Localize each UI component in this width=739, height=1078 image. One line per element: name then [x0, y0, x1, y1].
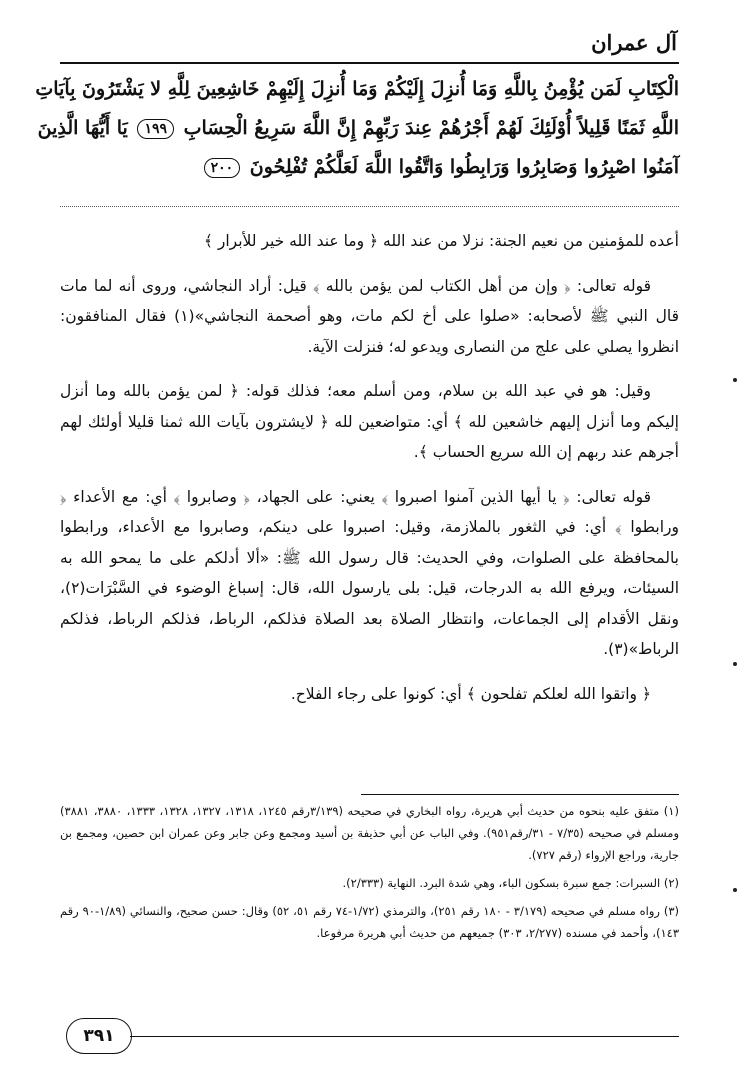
paragraph: قوله تعالى: ﴿ وإن من أهل الكتاب لمن يؤمن بالله ﴾ قيل: أراد النجاشي، وروى أنه لما مات قال النبي ﷺ لأصحابه: «صلوا على أخ لكم مات، وهو أصحمة النجاشي»(١) فقال المنافقون: انظروا يصلي على علج من النصارى ويدعو له؛ فنزلت الآية.: [60, 276, 679, 356]
dotted-divider: [60, 206, 679, 207]
footnote: (٣) رواه مسلم في صحيحه (٣/١٧٩ - ١٨٠ رقم ٢٥١)، والترمذي (١/٧٢-٧٤ رقم ٥١، ٥٢) وقال: حسن صحيح، والنسائي (١/٨٩-٩٠ رقم ١٤٣)، وأحمد في مسنده (٢/٢٧٧، ٣٠٣) جميعهم من حديث أبي هريرة مرفوعا.: [60, 904, 680, 940]
footnote: (١) متفق عليه بنحوه من حديث أبي هريرة، رواه البخاري في صحيحه (٣/١٣٩رقم ١٢٤٥، ١٣١٨، ١٣٢٧، ١٣٢٨، ١٣٣٣، ٣٨٨٠، ٣٨٨١) ومسلم في صحيحه (٧/٣٥ - ٣١/رقم٩٥١). وفي الباب عن أبي حذيفة بن أسيد ومجمع وعن جابر وعن عمران ابن حصين، ومجمع بن جارية، وراجع الإرواء (رقم ٧٢٧).: [60, 804, 679, 862]
footnotes: [60, 800, 679, 950]
quran-line-text: يَا أَيُّهَا الَّذِينَ: [37, 117, 128, 139]
quran-line: [60, 148, 679, 187]
footnote-rule: [361, 794, 679, 795]
ayah-number: ١٩٩: [137, 119, 174, 139]
page-number: ٣٩١: [66, 1018, 132, 1054]
page-number-rule: [130, 1036, 679, 1037]
footnote: (٢) السبرات: جمع سبرة بسكون الباء، وهي شدة البرد. النهاية (٢/٣٣٣).: [342, 876, 679, 890]
margin-dot: [733, 888, 737, 892]
margin-dot: [733, 662, 737, 666]
quran-line-text: آمَنُوا اصْبِرُوا وَصَابِرُوا وَرَابِطُوا وَاتَّقُوا اللَّهَ لَعَلَّكُمْ تُفْلِحُونَ: [249, 156, 679, 178]
paragraph: قوله تعالى: ﴿ يا أيها الذين آمنوا اصبروا ﴾ يعني: على الجهاد، ﴿ وصابروا ﴾ أي: مع الأعداء ﴿ ورابطوا ﴾ أي: في الثغور بالملازمة، وقيل: اصبروا على دينكم، وصابروا مع الأعداء، ورابطوا بالمحافظة على الصلوات، وفي الحديث: قال رسول الله ﷺ: «ألا أدلكم على ما يمحو الله به السيئات، ويرفع الله به الدرجات، قيل: بلى يارسول الله، قال: إسباغ الوضوء في السَّبْرَات(٢)، ونقل الأقدام إلى الجماعات، وانتظار الصلاة بعد الصلاة فذلكم، الرباط، فذلكم الرباط، فذلكم الرباط»(٣).: [60, 487, 679, 658]
commentary: [60, 226, 679, 723]
ayah-number: ٢٠٠: [204, 158, 241, 178]
quran-line: [37, 109, 679, 148]
paragraph: ﴿ واتقوا الله لعلكم تفلحون ﴾ أي: كونوا على رجاء الفلاح.: [290, 684, 651, 703]
page-title: آل عمران: [591, 30, 677, 55]
quran-line-text: اللَّهِ ثَمَنًا قَلِيلاً أُوْلَئِكَ لَهُمْ أَجْرُهُمْ عِندَ رَبِّهِمْ إِنَّ اللَّهَ سَرِيعُ الْحِسَابِ: [183, 117, 679, 139]
paragraph: أعده للمؤمنين من نعيم الجنة: نزلا من عند الله ﴿ وما عند الله خير للأبرار ﴾: [203, 232, 679, 250]
quran-line: الْكِتَابِ لَمَن يُؤْمِنُ بِاللَّهِ وَمَا أُنزِلَ إِلَيْكُمْ وَمَا أُنزِلَ إِلَيْهِمْ خَاشِعِينَ لِلَّهِ لا يَشْتَرُونَ بِآيَاتِ: [35, 78, 679, 100]
quran-text: [35, 70, 679, 187]
paragraph: وقيل: هو في عبد الله بن سلام، ومن أسلم معه؛ فذلك قوله: ﴿ لمن يؤمن بالله وما أنزل إليكم وما أنزل إليهم خاشعين لله ﴾ أي: متواضعين لله ﴿ لايشترون بآيات الله ثمنا قليلا أولئك لهم أجرهم عند ربهم إن الله سريع الحساب ﴾.: [60, 382, 679, 461]
margin-dot: [733, 378, 737, 382]
header-rule: [60, 62, 679, 64]
